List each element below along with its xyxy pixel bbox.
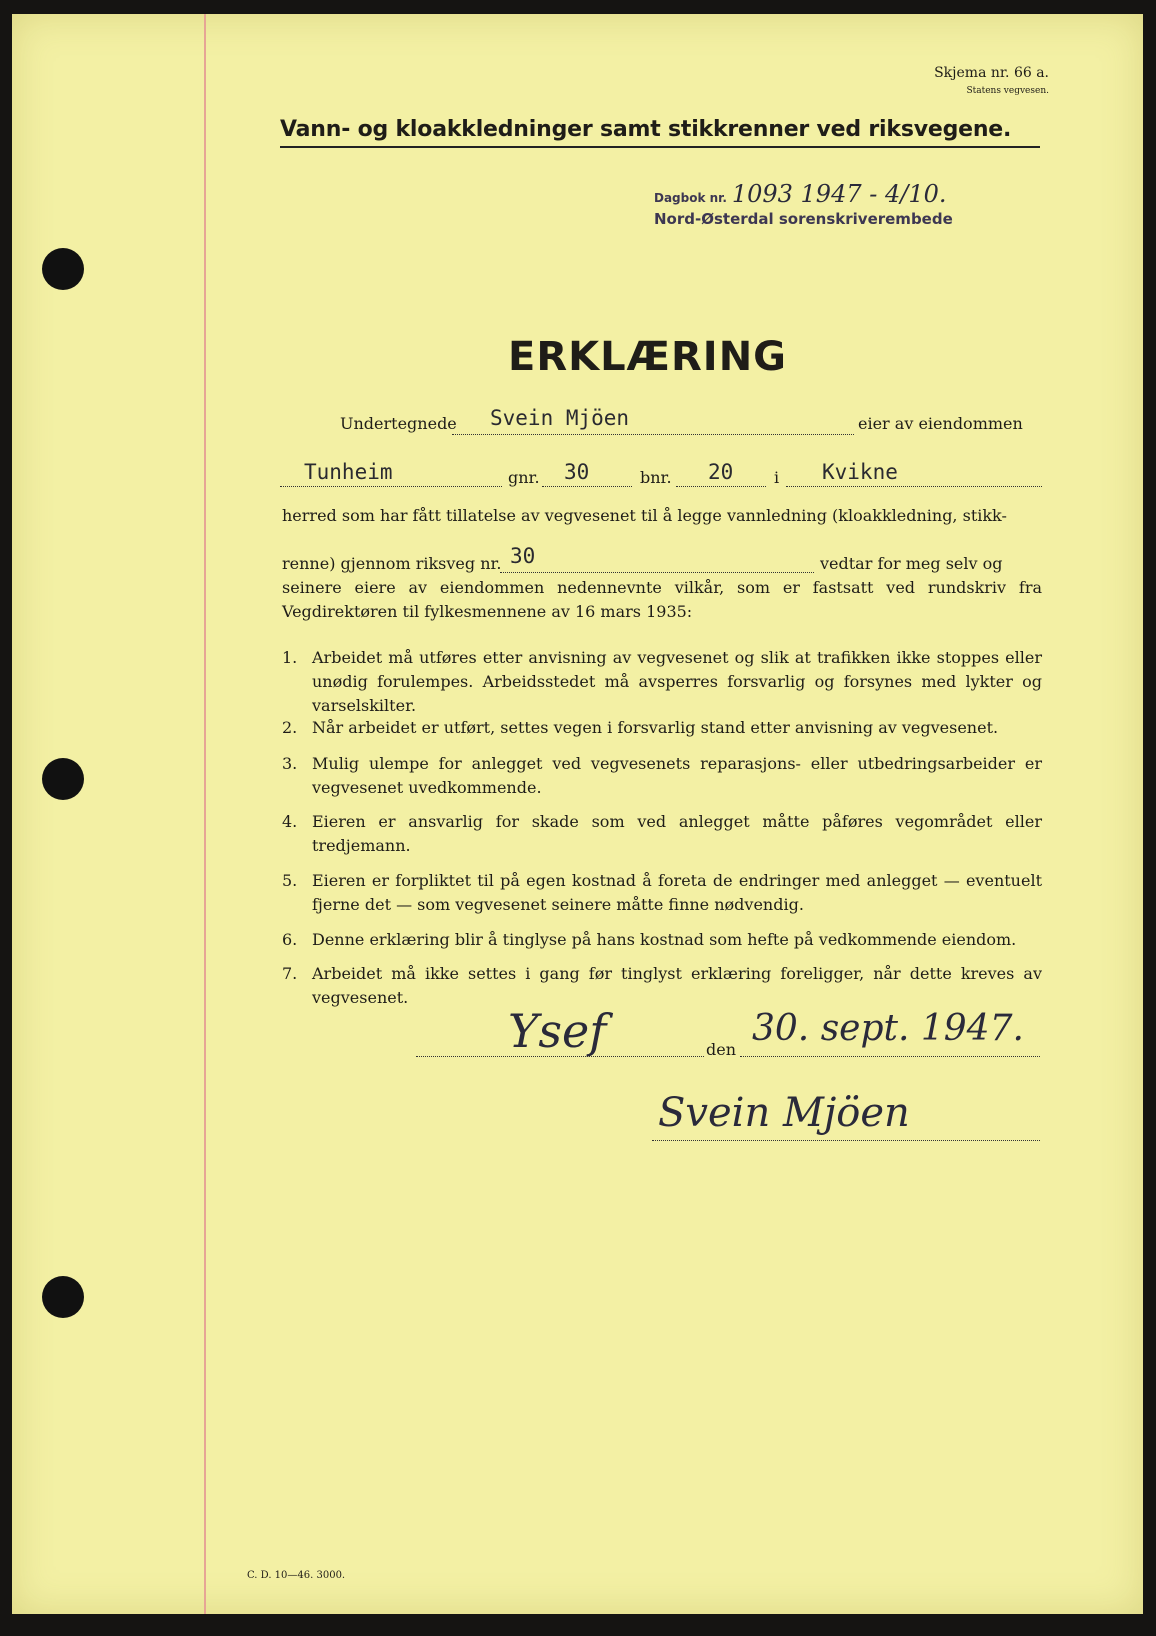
condition-item bbox=[282, 646, 1042, 718]
intro-paragraph: seinere eiere av eiendommen nedennevnte vilkår, som er fastsatt ved rundskriv fra Vegdirektøren til fylkesmennene av 16 mars 1935: bbox=[282, 578, 1042, 621]
signature-date: 30. sept. 1947. bbox=[752, 1008, 1024, 1049]
bnr-field-line bbox=[676, 486, 766, 487]
form-heading: Vann- og kloakkledninger samt stikkrenner ved riksvegene. bbox=[280, 117, 1040, 148]
form-number-block bbox=[934, 64, 1049, 100]
bnr-value: 20 bbox=[708, 460, 734, 484]
punch-hole bbox=[42, 758, 84, 800]
condition-number: 6. bbox=[282, 930, 298, 949]
condition-text: Mulig ulempe for anlegget ved vegvesenets reparasjons- eller utbedringsarbeider er vegvesenet uvedkommende. bbox=[312, 754, 1042, 797]
margin-line bbox=[204, 14, 206, 1614]
condition-number: 1. bbox=[282, 648, 298, 667]
condition-number: 7. bbox=[282, 964, 298, 983]
handwritten-signature: Svein Mjöen bbox=[658, 1090, 910, 1136]
property-name: Tunheim bbox=[304, 460, 393, 484]
vedtar-label: vedtar for meg selv og bbox=[820, 554, 1003, 573]
owner-name: Svein Mjöen bbox=[490, 406, 630, 430]
riksveg-label: renne) gjennom riksveg nr. bbox=[282, 554, 502, 573]
condition-item bbox=[282, 869, 1042, 917]
condition-text: Når arbeidet er utført, settes vegen i forsvarlig stand etter anvisning av vegvesenet. bbox=[312, 718, 999, 737]
form-number: Skjema nr. 66 a. bbox=[934, 65, 1049, 81]
date-field-line bbox=[740, 1056, 1040, 1057]
den-label: den bbox=[706, 1040, 737, 1059]
condition-text: Arbeidet må ikke settes i gang før tinglyst erklæring foreligger, når dette kreves av vegvesenet. bbox=[312, 964, 1042, 1007]
name-field-line bbox=[452, 434, 854, 435]
condition-text: Arbeidet må utføres etter anvisning av vegvesenet og slik at trafikken ikke stoppes eller unødig forulempes. Arbeidsstedet må avsperres forsvarlig og forsynes med lykter og varselskilter. bbox=[312, 648, 1042, 715]
municipality: Kvikne bbox=[822, 460, 898, 484]
condition-item bbox=[282, 962, 1042, 1010]
riksveg-number: 30 bbox=[510, 544, 536, 568]
signature-line bbox=[652, 1140, 1040, 1141]
undertegnede-label: Undertegnede bbox=[340, 414, 457, 433]
herred-text: herred som har fått tillatelse av vegvesenet til å legge vannledning (kloakkledning, stikk- bbox=[282, 506, 1007, 525]
eier-label: eier av eiendommen bbox=[858, 414, 1023, 433]
document-title: ERKLÆRING bbox=[508, 334, 787, 380]
condition-number: 2. bbox=[282, 718, 298, 737]
condition-item bbox=[282, 810, 1042, 858]
bnr-label: bnr. bbox=[640, 468, 672, 487]
condition-number: 4. bbox=[282, 812, 298, 831]
office-stamp: Nord-Østerdal sorenskriverembede bbox=[654, 210, 953, 228]
condition-item bbox=[282, 928, 1042, 952]
print-footer: C. D. 10—46. 3000. bbox=[247, 1570, 346, 1581]
document-page bbox=[12, 14, 1143, 1614]
punch-hole bbox=[42, 1276, 84, 1318]
gnr-label: gnr. bbox=[508, 468, 540, 487]
condition-text: Denne erklæring blir å tinglyse på hans kostnad som hefte på vedkommende eiendom. bbox=[312, 930, 1017, 949]
riksveg-field-line bbox=[500, 572, 814, 573]
dagbok-label: Dagbok nr. bbox=[654, 191, 727, 205]
municipality-field-line bbox=[786, 486, 1042, 487]
dagbok-stamp bbox=[654, 180, 947, 208]
punch-hole bbox=[42, 248, 84, 290]
form-issuer: Statens vegvesen. bbox=[966, 86, 1049, 96]
condition-item bbox=[282, 752, 1042, 800]
condition-text: Eieren er ansvarlig for skade som ved anlegget måtte påføres vegområdet eller tredjemann. bbox=[312, 812, 1042, 855]
gnr-value: 30 bbox=[564, 460, 590, 484]
i-label: i bbox=[774, 468, 780, 487]
property-field-line bbox=[280, 486, 502, 487]
condition-number: 3. bbox=[282, 754, 298, 773]
signature-place: Ysef bbox=[508, 1004, 607, 1058]
condition-text: Eieren er forpliktet til på egen kostnad å foreta de endringer med anlegget — eventuelt fjerne det — som vegvesenet seinere måtte finne nødvendig. bbox=[312, 871, 1042, 914]
dagbok-number: 1093 1947 - 4/10. bbox=[731, 180, 947, 208]
gnr-field-line bbox=[542, 486, 632, 487]
condition-item bbox=[282, 716, 1042, 740]
condition-number: 5. bbox=[282, 871, 298, 890]
